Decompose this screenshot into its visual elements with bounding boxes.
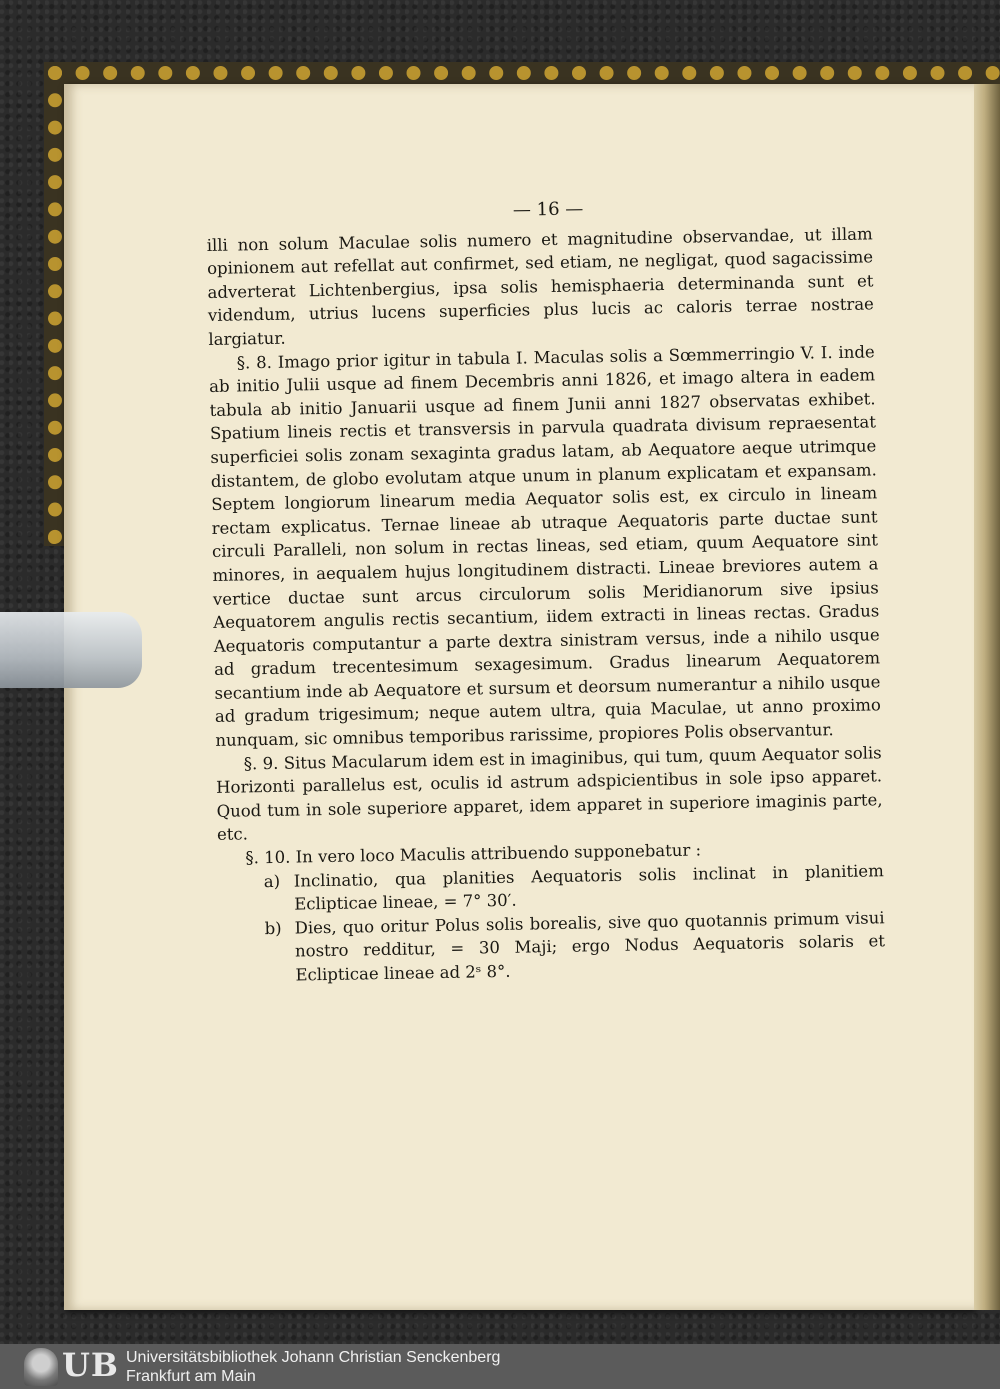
library-name-line1: Universitätsbibliothek Johann Christian Senckenberg	[126, 1349, 501, 1366]
library-name	[126, 1348, 500, 1386]
paragraph: illi non solum Maculae solis numero et magnitudine observandae, ut illam opinionem aut refellat aut confirmet, sed etiam, ne negligat, quod sagacissime adverterat Lichtenbergius, ipsa solis hemisphaeria determinanda sunt et videndum, utrius lucens superficies plus lucis ac caloris terrae nostrae largiatur.	[206, 223, 875, 349]
bookmark-tab	[0, 612, 142, 688]
list-item-text: Inclinatio, qua planities Aequatoris solis inclinat in planitiem Eclipticae lineae, = 7° 30′.	[293, 860, 884, 914]
paragraph-section-10: §. 10. In vero loco Maculis attribuendo supponebatur :	[245, 840, 702, 868]
page-number: — 16 —	[512, 198, 584, 221]
page-text	[206, 192, 886, 988]
library-footer	[0, 1344, 1000, 1389]
library-name-line2: Frankfurt am Main	[126, 1368, 256, 1385]
library-logo-text: UB	[62, 1346, 119, 1384]
list-item-b	[218, 906, 885, 988]
paragraph-section-9: §. 9. Situs Macularum idem est in imaginibus, qui tum, quum Aequator solis Horizonti parallelus est, oculis id astrum adspicientibus in sole ipso apparet. Quod tum in sole superiore apparet, idem apparet in superiore imaginis parte, etc.	[216, 742, 883, 845]
list-item-text: Dies, quo oritur Polus solis borealis, sive quo quotannis primum visui nostro redditur, = 30 Maji; ergo Nodus Aequatoris solaris et Eclipticae lineae ad 2ˢ 8°.	[294, 908, 886, 985]
list-item-mark: b)	[264, 918, 282, 938]
library-logo-portrait-icon	[24, 1348, 58, 1386]
list-item-mark: a)	[263, 871, 281, 891]
paragraph-section-8: §. 8. Imago prior igitur in tabula I. Maculas solis a Sœmmerringio V. I. inde ab initio Julii usque ad finem Decembris anni 1826, et imago altera in eadem tabula ab initio Januarii usque ad finem Junii anni 1827 observatas exhibet. Spatium lineis rectis et transversis in parvula quadrata divisum repraesentat superficiei solis zonam sexaginta gradus latam, ab Aequatore aeque utrimque distantem, de globo evolutam atque unum in planum explicatam et expansam. Septem longiorum linearum media Aequator solis est, ex circulo in lineam rectam explicatus. Ternae lineae ab utraque Aequatoris parte ductae sunt circuli Paralleli, non solum in rectas lineas, sed etiam, quum Aequatore sint minores, in aequalem hujus longitudinem distracti. Lineae breviores autem a vertice ductae sunt arcus circulorum solis Meridianorum sive ipsius Aequatorem angulis rectis secantium, iidem extracti in lineas rectas. Gradus Aequatoris computantur a parte dextra sinistram versus, inde a nihilo usque ad gradum trecentesimum sexagesimum. Gradus linearum Aequatorem secantium inde ab Aequatore et sursum et deorsum numerantur a nihilo usque ad gradum trigesimum; neque autem ultra, quia Maculae, ut anno proximo nunquam, sic omnibus temporibus rarissime, propiores Polis observantur.	[209, 341, 882, 750]
page-edge	[974, 84, 1000, 1310]
